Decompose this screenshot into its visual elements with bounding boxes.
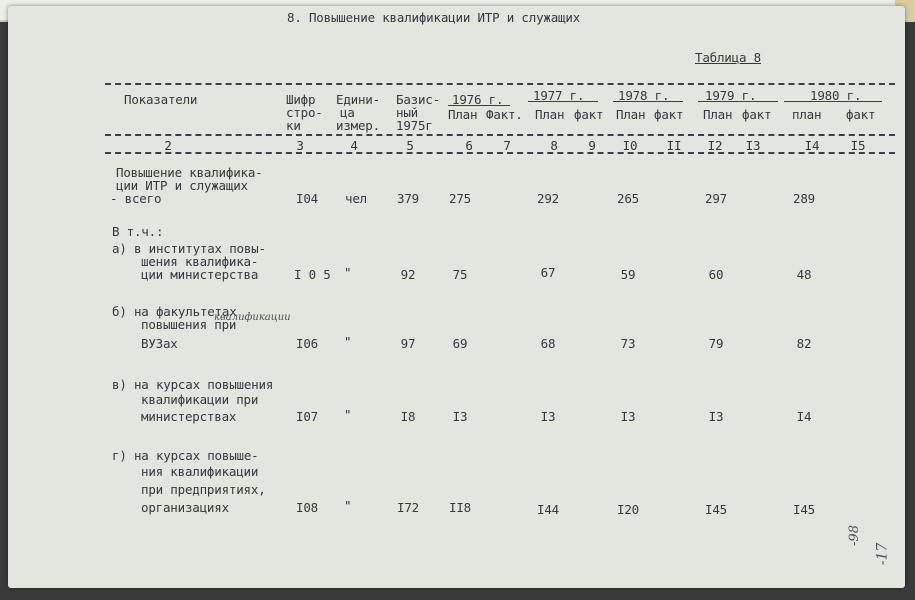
row-v-label-l2: квалификации при: [141, 392, 259, 407]
row-v-label-l1: в) на курсах повышения: [112, 377, 274, 392]
rule-1979: [698, 101, 778, 102]
header-year-1977: 1977 г.: [533, 88, 585, 103]
row-g-unit: ": [344, 498, 352, 513]
row-b-label-l1: б) на факультетах: [112, 304, 237, 319]
row-b-unit: ": [344, 334, 352, 349]
col-num: II: [666, 138, 682, 153]
header-unit-l2: ца: [340, 105, 355, 120]
row-v-unit: ": [344, 407, 352, 422]
row-b-label-l3: ВУЗах: [141, 336, 178, 351]
col-num: I5: [850, 138, 866, 153]
row-a-base: 92: [400, 267, 416, 282]
rule-1980: [784, 101, 882, 102]
row-g-1978: I20: [617, 502, 639, 517]
row-a-1978: 59: [620, 267, 636, 282]
row-v-label-l3: министерствах: [141, 409, 237, 424]
row-g-code: I08: [296, 500, 318, 515]
header-fact-1977: факт: [574, 107, 604, 122]
col-num: 9: [588, 138, 596, 153]
row-a-label-l3: ции министерства: [141, 267, 259, 282]
row-total-1978: 265: [617, 191, 639, 206]
row-b-handwritten-note: квалификации: [214, 312, 291, 323]
row-g-label-l2: ния квалификации: [141, 464, 259, 479]
row-total-label-l1: Повышение квалифика-: [116, 165, 263, 180]
col-num: 3: [296, 138, 304, 153]
header-unit-l1: Едини-: [336, 92, 380, 107]
row-g-label-l1: г) на курсах повыше-: [112, 448, 259, 463]
page-title: 8. Повышение квалификации ИТР и служащих: [287, 10, 581, 25]
row-b-1980: 82: [796, 336, 812, 351]
row-a-1979: 60: [708, 267, 724, 282]
row-g-1979: I45: [705, 502, 727, 517]
row-a-label-l1: а) в институтах повы-: [112, 241, 266, 256]
row-b-1979: 79: [708, 336, 724, 351]
row-g-label-l3: при предприятиях,: [141, 482, 266, 497]
row-b-1976: 69: [452, 336, 468, 351]
header-plan-1976: План: [448, 107, 478, 122]
row-a-1976: 75: [452, 267, 468, 282]
row-a-code: I 0 5: [294, 267, 331, 282]
col-num: I0: [622, 138, 638, 153]
row-a-1980: 48: [796, 267, 812, 282]
col-num: 8: [550, 138, 558, 153]
lower-dashed-rule: [105, 152, 895, 154]
col-num: 7: [503, 138, 511, 153]
row-b-label-l2: повышения при: [141, 317, 237, 332]
row-v-code: I07: [296, 409, 318, 424]
header-fact-1980: факт: [846, 107, 876, 122]
rule-1977: [528, 101, 598, 102]
row-total-1976: 275: [449, 191, 471, 206]
header-year-1976: 1976 г.: [452, 92, 504, 107]
row-v-1979: I3: [708, 409, 724, 424]
rule-1978: [613, 101, 683, 102]
col-num: 4: [350, 138, 358, 153]
row-total-label-l2: ции ИТР и служащих: [116, 178, 248, 193]
row-total-code: I04: [296, 191, 318, 206]
row-b-base: 97: [400, 336, 416, 351]
header-year-1978: 1978 г.: [618, 88, 670, 103]
header-base-l3: 1975г: [396, 118, 433, 133]
col-num: 5: [406, 138, 414, 153]
col-num: I4: [804, 138, 820, 153]
margin-note-2: -17: [874, 542, 891, 566]
row-total-1980: 289: [793, 191, 815, 206]
header-indicators: Показатели: [124, 92, 198, 107]
row-v-base: I8: [400, 409, 416, 424]
mid-dashed-rule: [105, 134, 895, 136]
col-num: I3: [745, 138, 761, 153]
header-plan-1977: План: [535, 107, 565, 122]
row-b-1977: 68: [540, 336, 556, 351]
row-g-1980: I45: [793, 502, 815, 517]
col-num: I2: [707, 138, 723, 153]
row-g-1976: II8: [449, 500, 471, 515]
row-v-1978: I3: [620, 409, 636, 424]
row-total-1977: 292: [537, 191, 559, 206]
header-fact-1978: факт: [654, 107, 684, 122]
row-g-1977: I44: [537, 502, 559, 517]
row-incl-label: В т.ч.:: [112, 224, 164, 239]
row-g-base: I72: [397, 500, 419, 515]
row-a-1977: 67: [540, 265, 556, 280]
header-base-l1: Базис-: [396, 92, 440, 107]
col-num: 6: [465, 138, 473, 153]
row-a-label-l2: шения квалифика-: [141, 254, 259, 269]
row-v-1977: I3: [540, 409, 556, 424]
row-total-unit: чел: [345, 191, 367, 206]
row-total-1979: 297: [705, 191, 727, 206]
margin-note-1: -98: [846, 525, 862, 546]
header-base-l2: ный: [396, 105, 418, 120]
row-v-1976: I3: [452, 409, 468, 424]
header-plan-1978: План: [616, 107, 646, 122]
header-year-1979: 1979 г.: [705, 88, 757, 103]
header-fact-1979: факт: [742, 107, 772, 122]
header-code-l2: стро-: [286, 105, 323, 120]
row-g-label-l4: организациях: [141, 500, 229, 515]
row-v-1980: I4: [796, 409, 812, 424]
header-plan-1980: план: [792, 107, 822, 122]
top-dashed-rule: [105, 83, 895, 85]
table-label: Таблица 8: [695, 50, 761, 65]
col-num: 2: [164, 138, 172, 153]
row-a-unit: ": [344, 265, 352, 280]
header-plan-1979: План: [703, 107, 733, 122]
header-code-l3: ки: [286, 118, 301, 133]
row-total-label-l3: - всего: [110, 191, 162, 206]
rule-1976: [448, 105, 510, 106]
row-b-code: I06: [296, 336, 318, 351]
header-unit-l3: измер.: [336, 118, 380, 133]
header-code-l1: Шифр: [286, 92, 316, 107]
row-b-1978: 73: [620, 336, 636, 351]
header-year-1980: 1980 г.: [810, 88, 862, 103]
row-total-base: 379: [397, 191, 419, 206]
document-page: [8, 6, 905, 588]
header-fact-1976: Факт.: [486, 107, 523, 122]
